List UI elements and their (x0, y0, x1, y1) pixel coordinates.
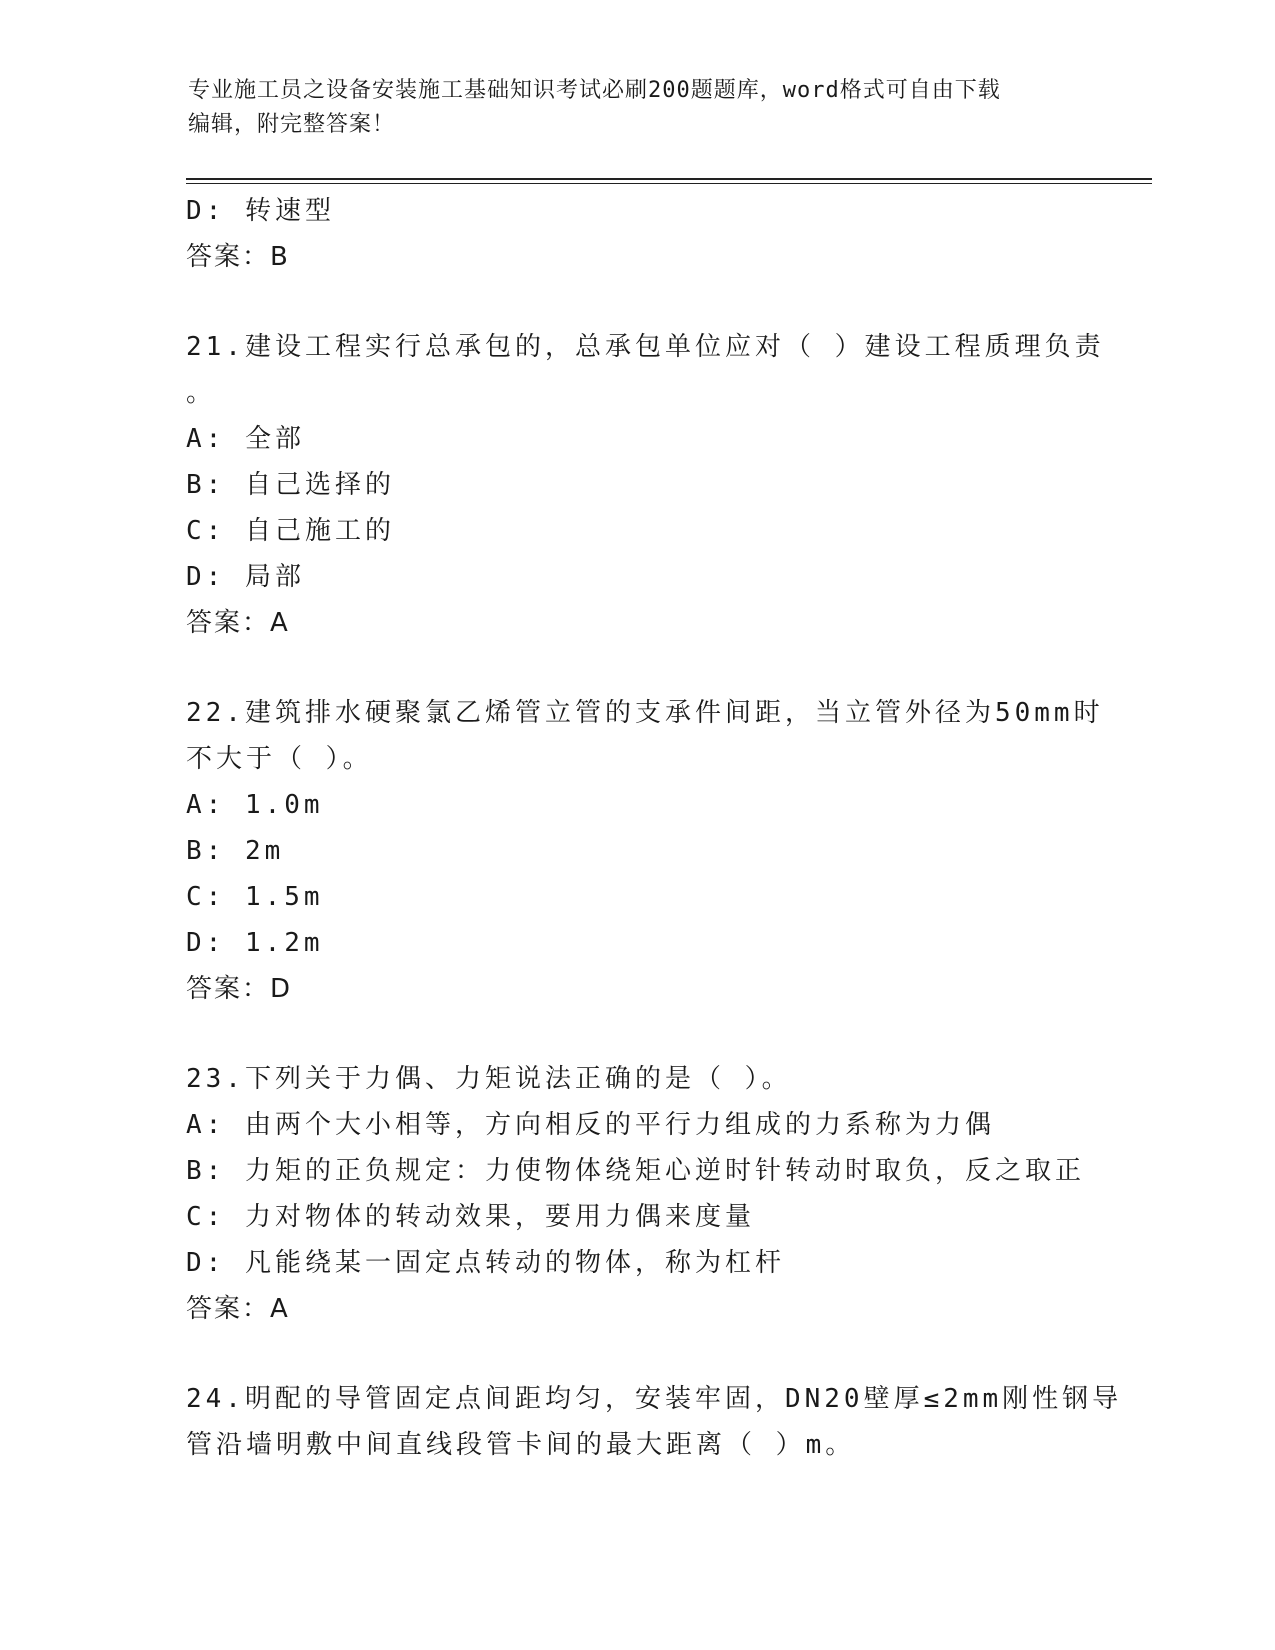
spacer (186, 1332, 1086, 1376)
question-stem: 22.建筑排水硬聚氯乙烯管立管的支承件间距，当立管外径为50mm时 (186, 698, 1104, 728)
spacer (186, 1012, 1086, 1056)
header-line-1: 专业施工员之设备安装施工基础知识考试必刷200题题库，word格式可自由下载 (188, 78, 1001, 103)
question-stem-cont: 。 (186, 378, 217, 408)
option-b: B: 自己选择的 (186, 470, 395, 500)
question-stem-cont: 管沿墙明敷中间直线段管卡间的最大距离（ ）m。 (186, 1430, 856, 1460)
option-a: A: 由两个大小相等，方向相反的平行力组成的力系称为力偶 (186, 1110, 995, 1140)
spacer (186, 280, 1086, 324)
option-c: C: 1.5m (186, 882, 324, 912)
question-23 (186, 1056, 1086, 1332)
option-d: D: 局部 (186, 562, 305, 592)
header-line-2: 编辑，附完整答案！ (188, 112, 396, 137)
question-22 (186, 690, 1104, 1012)
option-c: C: 自己施工的 (186, 516, 395, 546)
option-d: D: 1.2m (186, 928, 324, 958)
spacer (186, 646, 1086, 690)
option-b: B: 力矩的正负规定：力使物体绕矩心逆时针转动时取负，反之取正 (186, 1156, 1085, 1186)
answer: 答案：A (186, 608, 290, 638)
question-24 (186, 1376, 1123, 1468)
prev-option-d: D: 转速型 (186, 196, 335, 226)
header-rule-thick (186, 178, 1152, 180)
prev-answer: 答案：B (186, 242, 290, 272)
question-stem: 21.建设工程实行总承包的，总承包单位应对（ ）建设工程质理负责 (186, 332, 1105, 362)
option-c: C: 力对物体的转动效果，要用力偶来度量 (186, 1202, 755, 1232)
document-header (188, 74, 1088, 142)
document-body (186, 188, 1123, 1468)
header-rule-thin (186, 183, 1152, 184)
option-b: B: 2m (186, 836, 285, 866)
answer: 答案：D (186, 974, 293, 1004)
option-d: D: 凡能绕某一固定点转动的物体，称为杠杆 (186, 1248, 785, 1278)
question-stem-cont: 不大于（ ）。 (186, 744, 373, 774)
answer: 答案：A (186, 1294, 290, 1324)
question-stem: 23.下列关于力偶、力矩说法正确的是（ ）。 (186, 1064, 792, 1094)
option-a: A: 1.0m (186, 790, 324, 820)
question-21 (186, 324, 1105, 646)
question-stem: 24.明配的导管固定点间距均匀，安装牢固，DN20壁厚≤2mm刚性钢导 (186, 1384, 1123, 1414)
option-a: A: 全部 (186, 424, 305, 454)
